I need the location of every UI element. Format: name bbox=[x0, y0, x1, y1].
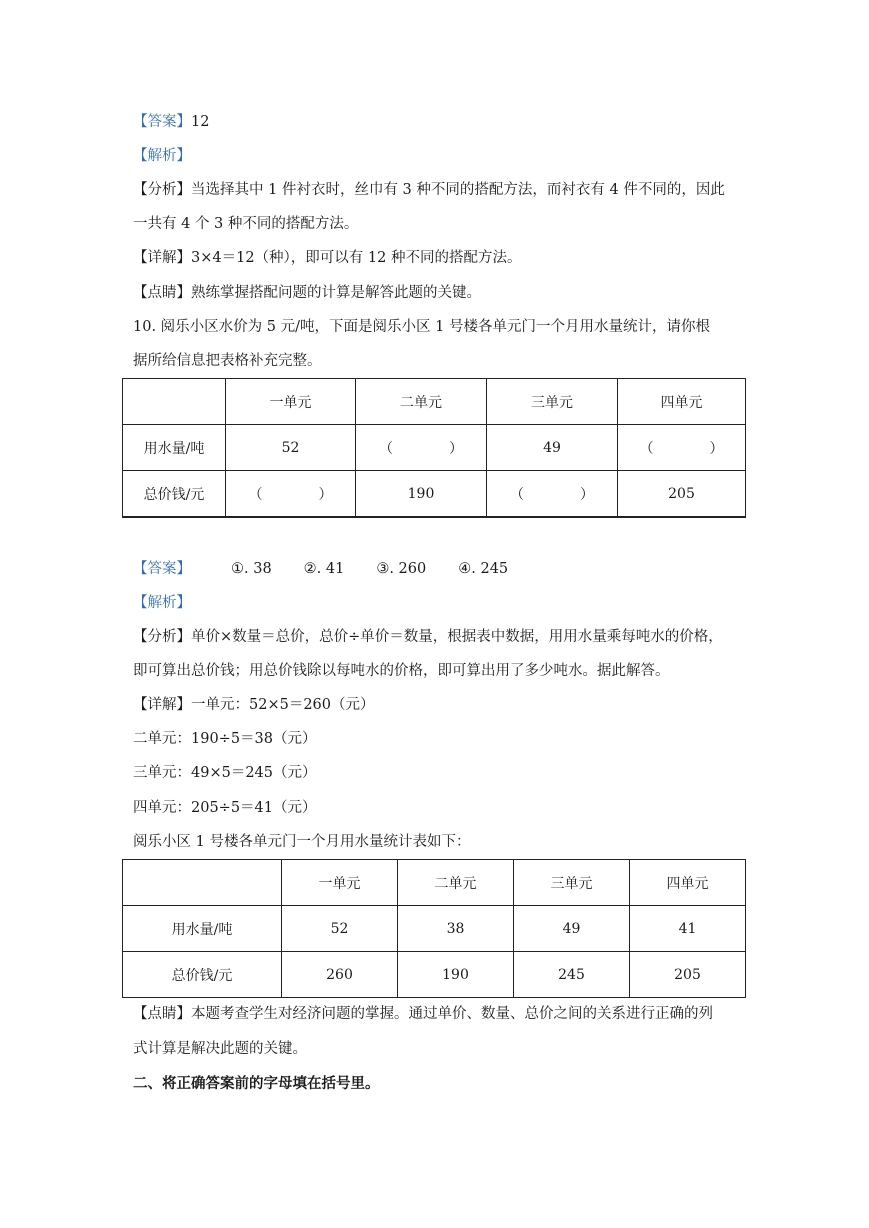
table-cell: 205 bbox=[618, 471, 746, 518]
section2-heading: 二、将正确答案前的字母填在括号里。 bbox=[133, 1075, 380, 1092]
table-cell: 四单元 bbox=[630, 860, 746, 906]
table-cell: 190 bbox=[356, 471, 487, 518]
q10-fenxi-line1: 【分析】单价×数量＝总价，总价÷单价＝数量，根据表中数据，用用水量乘每吨水的价格， bbox=[133, 629, 723, 645]
table-row bbox=[123, 379, 746, 425]
table-cell bbox=[123, 379, 226, 425]
blank-cell: （ ） bbox=[356, 425, 487, 471]
q10-answer-3: ③. 260 bbox=[376, 561, 427, 577]
table-row bbox=[123, 906, 746, 952]
q10-answer-tag: 【答案】 bbox=[133, 561, 191, 577]
q10-question-line2: 据所给信息把表格补充完整。 bbox=[133, 353, 322, 369]
q10-comment-line1: 【点睛】本题考查学生对经济问题的掌握。通过单价、数量、总价之间的关系进行正确的列 bbox=[133, 1006, 713, 1022]
table-row bbox=[123, 471, 746, 518]
table-cell: 260 bbox=[282, 952, 398, 998]
q10-fenxi-line2: 即可算出总价钱；用总价钱除以每吨水的价格，即可算出用了多少吨水。据此解答。 bbox=[133, 663, 670, 679]
table-row bbox=[123, 860, 746, 906]
q9-fenxi-line1: 【分析】当选择其中 1 件衬衣时，丝巾有 3 种不同的搭配方法，而衬衣有 4 件不同的，因此 bbox=[133, 182, 725, 198]
table-cell: 总价钱/元 bbox=[123, 952, 282, 998]
table-cell bbox=[123, 860, 282, 906]
q10-detail-line2: 二单元：190÷5＝38（元） bbox=[133, 731, 317, 747]
table-cell: 三单元 bbox=[514, 860, 630, 906]
table-cell: 总价钱/元 bbox=[123, 471, 226, 518]
q10-answer-2: ②. 41 bbox=[303, 561, 345, 577]
q9-detail: 【详解】3×4＝12（种），即可以有 12 种不同的搭配方法。 bbox=[133, 250, 522, 266]
q10-answer-1: ①. 38 bbox=[231, 561, 272, 577]
q10-detail-line1: 【详解】一单元：52×5＝260（元） bbox=[133, 697, 375, 713]
q9-answer-value: 12 bbox=[191, 114, 210, 130]
q10-question-line1: 10. 阅乐小区水价为 5 元/吨，下面是阅乐小区 1 号楼各单元门一个月用水量统计，请你根 bbox=[133, 319, 710, 335]
q9-answer-tag: 【答案】 bbox=[133, 114, 191, 130]
table-cell: 52 bbox=[226, 425, 356, 471]
q10-question-table bbox=[122, 378, 746, 518]
table-cell: 52 bbox=[282, 906, 398, 952]
q10-table-intro: 阅乐小区 1 号楼各单元门一个月用水量统计表如下： bbox=[133, 834, 471, 850]
table-cell: 二单元 bbox=[356, 379, 487, 425]
table-cell: 二单元 bbox=[398, 860, 514, 906]
table-cell: 用水量/吨 bbox=[123, 906, 282, 952]
blank-cell: （ ） bbox=[226, 471, 356, 518]
table-cell: 205 bbox=[630, 952, 746, 998]
table-cell: 245 bbox=[514, 952, 630, 998]
q9-fenxi-line2: 一共有 4 个 3 种不同的搭配方法。 bbox=[133, 216, 359, 232]
table-cell: 49 bbox=[514, 906, 630, 952]
q9-answer-line bbox=[133, 112, 209, 132]
q9-analysis-tag: 【解析】 bbox=[133, 148, 191, 164]
table-cell: 190 bbox=[398, 952, 514, 998]
q10-detail-line4: 四单元：205÷5＝41（元） bbox=[133, 800, 317, 816]
blank-cell: （ ） bbox=[487, 471, 618, 518]
table-row bbox=[123, 425, 746, 471]
table-cell: 四单元 bbox=[618, 379, 746, 425]
table-cell: 41 bbox=[630, 906, 746, 952]
q10-answer-line bbox=[133, 559, 508, 579]
q10-answer-table bbox=[122, 859, 746, 998]
table-cell: 用水量/吨 bbox=[123, 425, 226, 471]
table-cell: 38 bbox=[398, 906, 514, 952]
table-row bbox=[123, 952, 746, 998]
q10-comment-line2: 式计算是解决此题的关键。 bbox=[133, 1041, 307, 1057]
blank-cell: （ ） bbox=[618, 425, 746, 471]
table-cell: 49 bbox=[487, 425, 618, 471]
table-cell: 一单元 bbox=[282, 860, 398, 906]
q10-analysis-tag: 【解析】 bbox=[133, 595, 191, 611]
table-cell: 一单元 bbox=[226, 379, 356, 425]
q10-answer-4: ④. 245 bbox=[458, 561, 509, 577]
q10-detail-line3: 三单元：49×5＝245（元） bbox=[133, 765, 317, 781]
q9-comment: 【点睛】熟练掌握搭配问题的计算是解答此题的关键。 bbox=[133, 285, 481, 301]
table-cell: 三单元 bbox=[487, 379, 618, 425]
